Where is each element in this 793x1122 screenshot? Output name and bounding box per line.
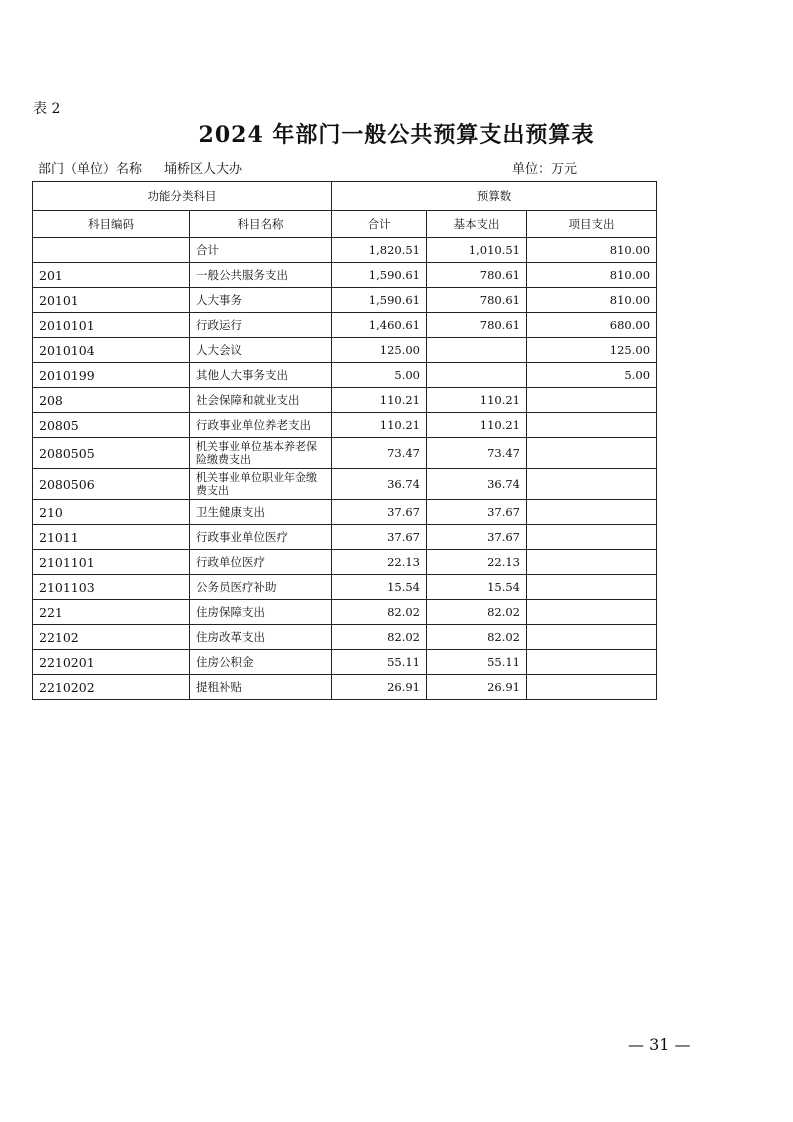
total-cell: 36.74 (332, 469, 427, 500)
table-row (33, 600, 657, 625)
name-cell: 行政事业单位医疗 (190, 525, 332, 550)
project-cell (527, 625, 657, 650)
project-cell (527, 469, 657, 500)
basic-cell (427, 363, 527, 388)
total-cell: 73.47 (332, 438, 427, 469)
unit-label: 单位：万元 (512, 162, 578, 177)
project-cell: 125.00 (527, 338, 657, 363)
name-cell: 住房改革支出 (190, 625, 332, 650)
column-header-project: 项目支出 (527, 211, 657, 238)
name-cell: 行政单位医疗 (190, 550, 332, 575)
table-row (33, 413, 657, 438)
total-cell: 1,460.61 (332, 313, 427, 338)
project-cell (527, 500, 657, 525)
total-cell: 5.00 (332, 363, 427, 388)
project-cell (527, 600, 657, 625)
name-cell: 机关事业单位基本养老保险缴费支出 (190, 438, 332, 469)
project-cell (527, 388, 657, 413)
table-row (33, 525, 657, 550)
page-title: 2024 年部门一般公共预算支出预算表 (198, 122, 595, 148)
code-cell: 2010101 (33, 313, 190, 338)
basic-cell: 82.02 (427, 600, 527, 625)
name-cell: 机关事业单位职业年金缴费支出 (190, 469, 332, 500)
department-name: 埇桥区人大办 (164, 162, 243, 177)
table-row (33, 363, 657, 388)
total-cell: 37.67 (332, 500, 427, 525)
total-cell: 22.13 (332, 550, 427, 575)
name-cell: 提租补贴 (190, 675, 332, 700)
code-cell: 20805 (33, 413, 190, 438)
page-number: — 31 — (628, 1035, 691, 1054)
name-cell: 住房保障支出 (190, 600, 332, 625)
code-cell: 2101103 (33, 575, 190, 600)
basic-cell: 37.67 (427, 525, 527, 550)
project-cell (527, 413, 657, 438)
table-row (33, 438, 657, 469)
code-cell: 2101101 (33, 550, 190, 575)
code-cell: 2080505 (33, 438, 190, 469)
column-header-total: 合计 (332, 211, 427, 238)
total-cell: 37.67 (332, 525, 427, 550)
name-cell: 住房公积金 (190, 650, 332, 675)
table-row (33, 238, 657, 263)
total-cell: 1,820.51 (332, 238, 427, 263)
project-cell: 810.00 (527, 263, 657, 288)
table-row (33, 338, 657, 363)
table-row (33, 500, 657, 525)
column-header-basic: 基本支出 (427, 211, 527, 238)
total-cell: 1,590.61 (332, 263, 427, 288)
project-cell: 810.00 (527, 238, 657, 263)
code-cell: 20101 (33, 288, 190, 313)
code-cell: 22102 (33, 625, 190, 650)
basic-cell: 110.21 (427, 388, 527, 413)
table-row (33, 625, 657, 650)
table-label: 表 2 (33, 101, 61, 117)
total-cell: 110.21 (332, 388, 427, 413)
code-cell: 208 (33, 388, 190, 413)
total-cell: 82.02 (332, 600, 427, 625)
code-cell: 21011 (33, 525, 190, 550)
table-row (33, 550, 657, 575)
code-cell (33, 238, 190, 263)
project-cell: 810.00 (527, 288, 657, 313)
project-cell (527, 675, 657, 700)
name-cell: 合计 (190, 238, 332, 263)
total-cell: 110.21 (332, 413, 427, 438)
column-header-name: 科目名称 (190, 211, 332, 238)
basic-cell: 110.21 (427, 413, 527, 438)
total-cell: 82.02 (332, 625, 427, 650)
total-cell: 1,590.61 (332, 288, 427, 313)
table-row (33, 575, 657, 600)
project-cell (527, 575, 657, 600)
table-row (33, 313, 657, 338)
group-header-row (33, 182, 657, 211)
basic-cell: 780.61 (427, 313, 527, 338)
basic-cell (427, 338, 527, 363)
table-row (33, 650, 657, 675)
code-cell: 2210201 (33, 650, 190, 675)
total-cell: 26.91 (332, 675, 427, 700)
name-cell: 一般公共服务支出 (190, 263, 332, 288)
department-line (38, 158, 242, 177)
name-cell: 卫生健康支出 (190, 500, 332, 525)
code-cell: 201 (33, 263, 190, 288)
total-cell: 15.54 (332, 575, 427, 600)
basic-cell: 780.61 (427, 263, 527, 288)
basic-cell: 73.47 (427, 438, 527, 469)
department-label: 部门（单位）名称 (38, 162, 143, 177)
name-cell: 人大事务 (190, 288, 332, 313)
budget-table (32, 181, 657, 700)
group-header-budget: 预算数 (332, 182, 657, 211)
name-cell: 其他人大事务支出 (190, 363, 332, 388)
code-cell: 2210202 (33, 675, 190, 700)
column-header-row (33, 211, 657, 238)
project-cell: 5.00 (527, 363, 657, 388)
basic-cell: 26.91 (427, 675, 527, 700)
name-cell: 行政运行 (190, 313, 332, 338)
basic-cell: 55.11 (427, 650, 527, 675)
project-cell: 680.00 (527, 313, 657, 338)
project-cell (527, 550, 657, 575)
basic-cell: 780.61 (427, 288, 527, 313)
table-row (33, 263, 657, 288)
table-row (33, 388, 657, 413)
code-cell: 2010199 (33, 363, 190, 388)
table-row (33, 288, 657, 313)
name-cell: 社会保障和就业支出 (190, 388, 332, 413)
basic-cell: 82.02 (427, 625, 527, 650)
code-cell: 2010104 (33, 338, 190, 363)
code-cell: 2080506 (33, 469, 190, 500)
name-cell: 人大会议 (190, 338, 332, 363)
basic-cell: 15.54 (427, 575, 527, 600)
total-cell: 55.11 (332, 650, 427, 675)
project-cell (527, 650, 657, 675)
name-cell: 行政事业单位养老支出 (190, 413, 332, 438)
code-cell: 221 (33, 600, 190, 625)
table-row (33, 469, 657, 500)
total-cell: 125.00 (332, 338, 427, 363)
basic-cell: 1,010.51 (427, 238, 527, 263)
basic-cell: 37.67 (427, 500, 527, 525)
code-cell: 210 (33, 500, 190, 525)
group-header-function: 功能分类科目 (33, 182, 332, 211)
column-header-code: 科目编码 (33, 211, 190, 238)
name-cell: 公务员医疗补助 (190, 575, 332, 600)
basic-cell: 36.74 (427, 469, 527, 500)
basic-cell: 22.13 (427, 550, 527, 575)
table-row (33, 675, 657, 700)
project-cell (527, 525, 657, 550)
project-cell (527, 438, 657, 469)
